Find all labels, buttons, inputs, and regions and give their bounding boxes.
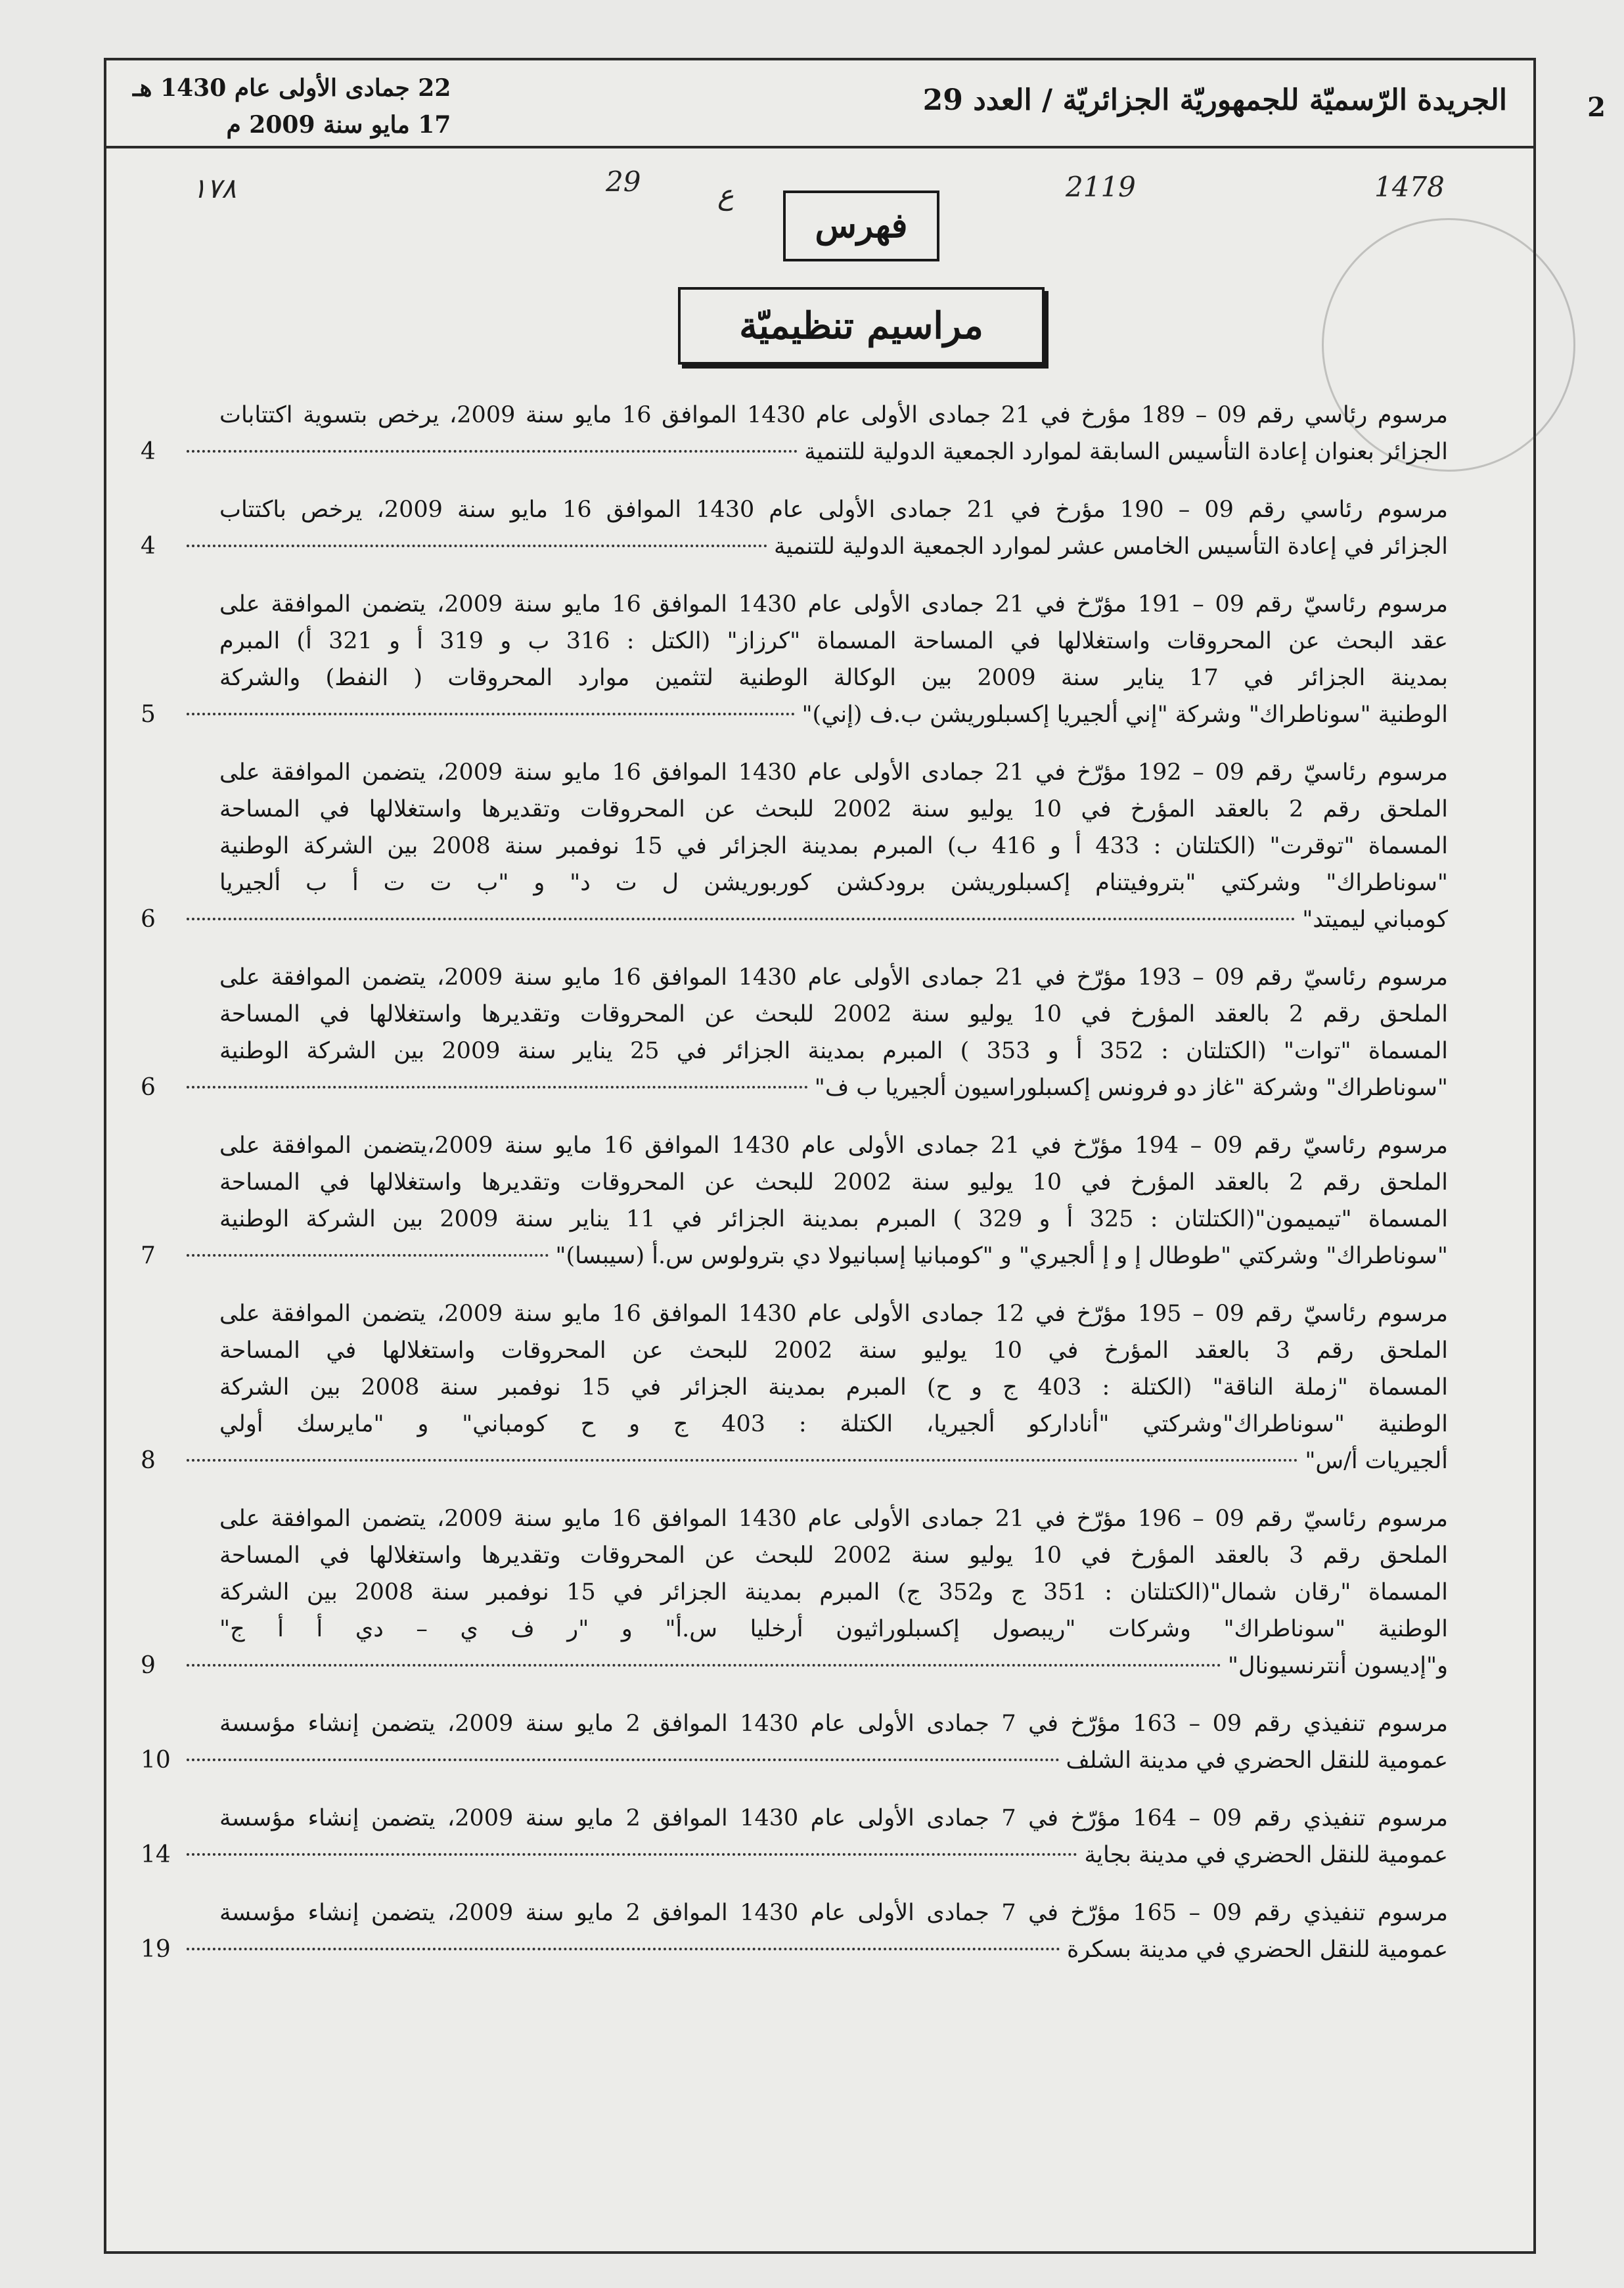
dot-leader [187,1253,549,1257]
toc-page-number: 7 [141,1242,156,1269]
dot-leader [187,917,1296,920]
toc-entry-line: المسماة "رقان شمال"(الكتلتان : 351 ج و352 ج) المبرم بمدينة الجزائر في 15 نوفمبر سنة 2008 بين الشركة [219,1579,1448,1605]
header-dates [133,70,451,143]
toc-entry-last-line [141,528,1448,565]
toc-entry-last-line [141,434,1448,470]
toc-entry-last-line [141,1069,1448,1106]
dot-leader [187,712,795,715]
gazette-title: الجريدة الرّسميّة للجمهوريّة الجزائريّة / العدد 29 [922,83,1507,117]
toc-entry[interactable] [141,1895,1448,1968]
toc-entry-line: عمومية للنقل الحضري في مدينة الشلف [1066,1747,1448,1774]
toc-entry-line: عقد البحث عن المحروقات واستغلالها في المساحة المسماة "كرزاز" (الكتل : 316 ب و 319 أ و 321 أ) المبرم [219,628,1449,654]
toc-page-number: 10 [141,1747,171,1774]
toc-entry-line: مرسوم رئاسي رقم 09 – 189 مؤرخ في 21 جمادى الأولى عام 1430 الموافق 16 مايو سنة 2009، يرخص بتسوية اكتتابات [219,402,1448,428]
dot-leader [187,449,798,453]
toc-entry-line: مرسوم رئاسي رقم 09 – 190 مؤرخ في 21 جمادى الأولى عام 1430 الموافق 16 مايو سنة 2009، يرخص باكتتاب [219,497,1448,523]
toc-entry-line: مرسوم رئاسيّ رقم 09 – 192 مؤرّخ في 21 جمادى الأولى عام 1430 الموافق 16 مايو سنة 2009، يتضمن الموافقة على [219,759,1449,786]
toc-entry-line: مرسوم تنفيذي رقم 09 – 165 مؤرّخ في 7 جمادى الأولى عام 1430 الموافق 2 مايو سنة 2009، يتضمن إنشاء مؤسسة [219,1900,1448,1926]
toc-entry-line: الجزائر في إعادة التأسيس الخامس عشر لموارد الجمعية الدولية للتنمية [773,533,1448,560]
toc-entry-line: و"إديسون أنترنسيونال" [1227,1653,1448,1679]
toc-entry-line: المسماة "توقرت" (الكتلتان : 433 أ و 416 ب) المبرم بمدينة الجزائر في 15 نوفمبر سنة 2008 بين الشركة الوطنية [219,833,1448,859]
toc-entry-last-line [141,1742,1448,1779]
toc-entry-line: الملحق رقم 2 بالعقد المؤرخ في 10 يوليو سنة 2002 للبحث عن المحروقات وتقديرها واستغلالها في المساحة [219,796,1448,822]
toc-entry-line: ألجيريات أ/س" [1305,1448,1448,1474]
handwritten-note: 2119 [1066,171,1136,203]
toc-entries [141,397,1449,1989]
section-title: مراسيم تنظيميّة [678,287,1045,365]
toc-entry-line: الوطنية "سوناطراك" وشركة "إني ألجيريا إكسبلوريشن ب.ف (إني)" [801,702,1448,728]
handwritten-note: 1478 [1374,171,1445,203]
toc-entry[interactable] [141,1127,1449,1274]
toc-entry-line: كومباني ليميتد" [1302,907,1448,933]
toc-page-number: 6 [141,1074,156,1101]
toc-entry-line: الملحق رقم 3 بالعقد المؤرخ في 10 يوليو سنة 2002 للبحث عن المحروقات وتقديرها واستغلالها في المساحة [219,1542,1448,1569]
dot-leader [187,1852,1077,1856]
toc-entry-line: المسماة "تيميمون"(الكتلتان : 325 أ و 329 ) المبرم بمدينة الجزائر في 11 يناير سنة 2009 بين الشركة الوطنية [219,1206,1448,1232]
toc-entry-line: المسماة "زملة الناقة" (الكتلة : 403 ج و ح) المبرم بمدينة الجزائر في 15 نوفمبر سنة 2008 بين الشركة [219,1374,1448,1401]
toc-entry-line: مرسوم رئاسيّ رقم 09 – 193 مؤرّخ في 21 جمادى الأولى عام 1430 الموافق 16 مايو سنة 2009، يتضمن الموافقة على [219,964,1449,991]
dot-leader [187,1947,1060,1950]
toc-entry[interactable] [141,586,1449,733]
page-frame [104,58,1606,2254]
toc-entry-line: الملحق رقم 2 بالعقد المؤرخ في 10 يوليو سنة 2002 للبحث عن المحروقات وتقديرها واستغلالها في المساحة [219,1001,1448,1027]
toc-entry-line: بمدينة الجزائر في 17 يناير سنة 2009 بين الوكالة الوطنية لتثمين موارد المحروقات ( النفط) والشركة [219,665,1448,691]
toc-entry-line: عمومية للنقل الحضري في مدينة بجاية [1084,1842,1448,1868]
toc-entry[interactable] [141,1705,1448,1779]
toc-entry-last-line [141,1238,1448,1274]
toc-entry-line: مرسوم تنفيذي رقم 09 – 164 مؤرّخ في 7 جمادى الأولى عام 1430 الموافق 2 مايو سنة 2009، يتضمن إنشاء مؤسسة [219,1805,1448,1831]
toc-page-number: 5 [141,701,156,728]
toc-entry-last-line [141,696,1448,733]
toc-page-number: 14 [141,1841,171,1868]
index-title: فهرس [783,191,939,261]
gregorian-date: 17 مايو سنة 2009 م [226,111,451,139]
toc-entry-line: مرسوم رئاسيّ رقم 09 – 194 مؤرّخ في 21 جمادى الأولى عام 1430 الموافق 16 مايو سنة 2009،يتضمن الموافقة على [219,1133,1449,1159]
toc-page-number: 9 [141,1652,156,1679]
toc-entry[interactable] [141,1295,1449,1479]
toc-entry-line: مرسوم تنفيذي رقم 09 – 163 مؤرّخ في 7 جمادى الأولى عام 1430 الموافق 2 مايو سنة 2009، يتضمن إنشاء مؤسسة [219,1711,1448,1737]
toc-page-number: 19 [141,1936,171,1963]
toc-entry-line: "سوناطراك" وشركة "غاز دو فرونس إكسبلوراسيون ألجيريا ب ف" [814,1075,1448,1101]
toc-page-number: 6 [141,906,156,933]
handwritten-note: 29 [606,166,641,198]
toc-entry-last-line [141,1931,1448,1968]
toc-entry-line: المسماة "توات" (الكتلتان : 352 أ و 353 ) المبرم بمدينة الجزائر في 25 يناير سنة 2009 بين الشركة الوطنية [219,1038,1448,1064]
toc-entry-line: "سوناطراك" وشركتي "طوطال إ و إ ألجيري" و "كومبانيا إسبانيولا دي بترولوس س.أ (سيبسا)" [555,1243,1448,1269]
toc-page-number: 4 [141,438,156,465]
toc-entry-line: الوطنية "سوناطراك"وشركتي "أناداركو ألجيريا، الكتلة : 403 ج و ح كومباني" و "مايرسك أولي [219,1411,1448,1437]
toc-entry[interactable] [141,959,1449,1106]
toc-page-number: 4 [141,533,156,560]
toc-entry-line: مرسوم رئاسيّ رقم 09 – 196 مؤرّخ في 21 جمادى الأولى عام 1430 الموافق 16 مايو سنة 2009، يتضمن الموافقة على [219,1506,1449,1532]
toc-entry-line: مرسوم رئاسيّ رقم 09 – 195 مؤرّخ في 12 جمادى الأولى عام 1430 الموافق 16 مايو سنة 2009، يتضمن الموافقة على [219,1301,1449,1327]
toc-entry-line: الملحق رقم 2 بالعقد المؤرخ في 10 يوليو سنة 2002 للبحث عن المحروقات وتقديرها واستغلالها في المساحة [219,1169,1448,1196]
page-number: 2 [1587,92,1606,123]
dot-leader [187,544,767,547]
handwritten-note: ١٧٨ [192,172,237,204]
toc-entry-last-line [141,1837,1448,1873]
dot-leader [187,1758,1060,1761]
gazette-header [106,60,1533,148]
handwritten-note: ع [717,179,734,211]
dot-leader [187,1458,1298,1462]
toc-entry[interactable] [141,1800,1448,1873]
toc-entry-line: عمومية للنقل الحضري في مدينة بسكرة [1067,1937,1448,1963]
toc-entry-last-line [141,1648,1448,1684]
toc-entry-last-line [141,901,1448,938]
toc-page-number: 8 [141,1447,156,1474]
toc-entry-line: الجزائر بعنوان إعادة التأسيس السابقة لموارد الجمعية الدولية للتنمية [804,439,1448,465]
dot-leader [187,1663,1221,1667]
hijri-date: 22 جمادى الأولى عام 1430 هـ [133,74,451,102]
toc-entry-line: مرسوم رئاسيّ رقم 09 – 191 مؤرّخ في 21 جمادى الأولى عام 1430 الموافق 16 مايو سنة 2009، يتضمن الموافقة على [219,591,1449,617]
toc-entry[interactable] [141,754,1449,938]
toc-entry-line: الملحق رقم 3 بالعقد المؤرخ في 10 يوليو سنة 2002 للبحث عن المحروقات واستغلالها في المساحة [219,1337,1449,1364]
toc-entry-line: "سوناطراك" وشركتي "بتروفيتنام إكسبلوريشن برودكشن كوربوريشن ل ت د" و "ب ت ت أ ب ألجيريا [219,870,1448,896]
toc-entry[interactable] [141,1500,1449,1684]
toc-entry[interactable] [141,491,1448,565]
toc-entry-line: الوطنية "سوناطراك" وشركات "ريبصول إكسبلوراثيون أرخليا س.أ" و "ر ف ي – دي أ أ ج" [219,1616,1448,1642]
toc-entry[interactable] [141,397,1448,470]
toc-entry-last-line [141,1443,1448,1479]
dot-leader [187,1085,808,1088]
